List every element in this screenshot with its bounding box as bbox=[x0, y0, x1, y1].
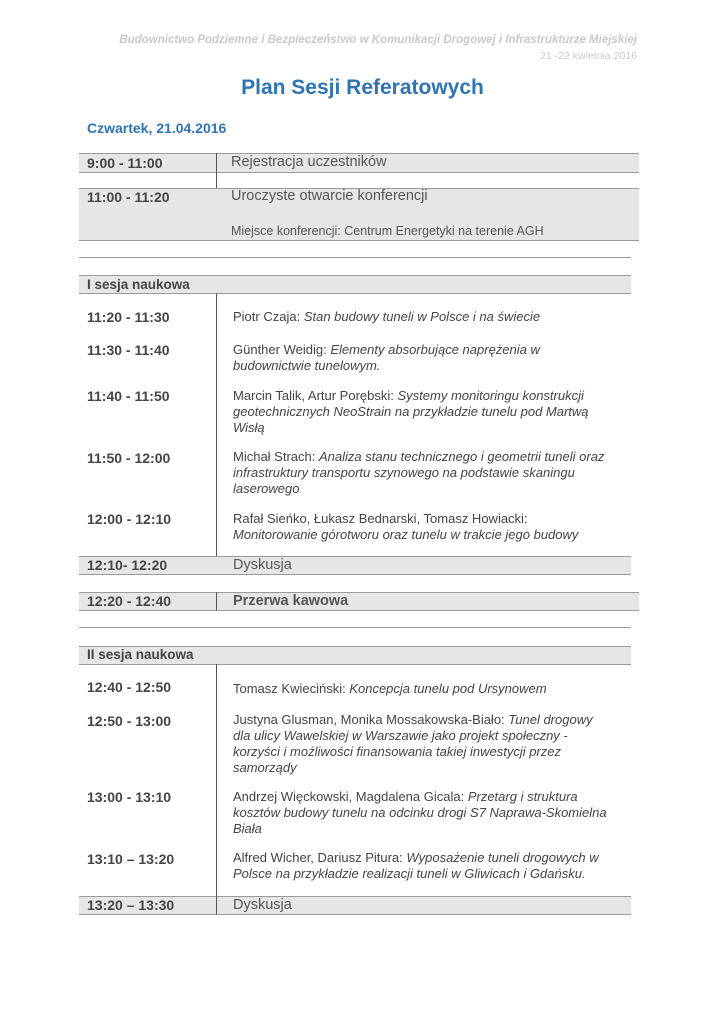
conference-header: Budownictwo Podziemne i Bezpieczeństwo w Komunikacji Drogowej i Infrastrukturze Miejskiej bbox=[119, 34, 637, 46]
break-text: Przerwa kawowa bbox=[233, 593, 349, 609]
separator bbox=[79, 627, 631, 628]
session1-talk2: Günther Weidig: Elementy absorbujące naprężenia w budownictwie tunelowym. bbox=[233, 342, 540, 373]
session1-talk1-time: 11:20 - 11:30 bbox=[87, 309, 170, 325]
session1-talk3-time: 11:40 - 11:50 bbox=[87, 388, 170, 404]
session2-talk2: Justyna Glusman, Monika Mossakowska-Biało: Tunel drogowy dla ulicy Wawelskiej w Warszawie jako projekt społeczny - korzyści i możliwości finansowania takiej inwestycji przez samorządy bbox=[233, 712, 593, 775]
session2-talk4: Alfred Wicher, Dariusz Pitura: Wyposażenie tuneli drogowych w Polsce na przykładzie realizacji tuneli w Gliwicach i Gdańsku. bbox=[233, 850, 599, 881]
session1-label: I sesja naukowa bbox=[87, 277, 190, 292]
session1-talk5-time: 12:00 - 12:10 bbox=[87, 511, 172, 527]
opening-text: Uroczyste otwarcie konferencji bbox=[231, 188, 428, 204]
venue-text: Miejsce konferencji: Centrum Energetyki na terenie AGH bbox=[231, 224, 544, 238]
conference-dates: 21 -22 kwietnia 2016 bbox=[540, 50, 637, 62]
session2-discussion-text: Dyskusja bbox=[233, 897, 292, 913]
registration-text: Rejestracja uczestników bbox=[231, 154, 387, 170]
session1-discussion-time: 12:10- 12:20 bbox=[87, 557, 168, 573]
session1-talk5: Rafał Sieńko, Łukasz Bednarski, Tomasz Howiacki: Monitorowanie górotworu oraz tunelu w trakcie jego budowy bbox=[233, 511, 579, 542]
session2-talk3-time: 13:00 - 13:10 bbox=[87, 789, 172, 805]
separator bbox=[79, 257, 631, 258]
session1-talk4-time: 11:50 - 12:00 bbox=[87, 450, 171, 466]
session2-talk2-time: 12:50 - 13:00 bbox=[87, 713, 172, 729]
session2-discussion-divider bbox=[216, 896, 217, 914]
session1-talk3: Marcin Talik, Artur Porębski: Systemy monitoringu konstrukcji geotechnicznych NeoStrain na przykładzie tunelu pod Martwą Wisłą bbox=[233, 388, 589, 435]
break-divider bbox=[216, 592, 217, 610]
opening-time: 11:00 - 11:20 bbox=[87, 189, 170, 205]
session1-divider bbox=[216, 293, 217, 575]
day-heading: Czwartek, 21.04.2016 bbox=[87, 120, 227, 136]
session2-talk1-time: 12:40 - 12:50 bbox=[87, 679, 172, 695]
session2-talk3: Andrzej Więckowski, Magdalena Gicala: Przetarg i struktura kosztów budowy tunelu na odcinku drogi S7 Naprawa-Skomielna Biała bbox=[233, 789, 607, 836]
session2-talk4-time: 13:10 – 13:20 bbox=[87, 851, 175, 867]
page-title: Plan Sesji Referatowych bbox=[241, 76, 484, 99]
session1-talk2-time: 11:30 - 11:40 bbox=[87, 342, 170, 358]
session1-discussion-text: Dyskusja bbox=[233, 557, 292, 573]
session2-discussion-time: 13:20 – 13:30 bbox=[87, 897, 175, 913]
session2-label: II sesja naukowa bbox=[87, 647, 194, 662]
registration-time: 9:00 - 11:00 bbox=[87, 155, 163, 171]
break-time: 12:20 - 12:40 bbox=[87, 593, 172, 609]
session1-talk4: Michał Strach: Analiza stanu technicznego i geometrii tuneli oraz infrastruktury transportu szynowego na podstawie skaningu laserowego bbox=[233, 449, 605, 496]
session2-divider bbox=[216, 664, 217, 896]
session2-talk1: Tomasz Kwieciński: Koncepcja tunelu pod Ursynowem bbox=[233, 681, 547, 696]
session1-talk1: Piotr Czaja: Stan budowy tuneli w Polsce i na świecie bbox=[233, 309, 541, 324]
